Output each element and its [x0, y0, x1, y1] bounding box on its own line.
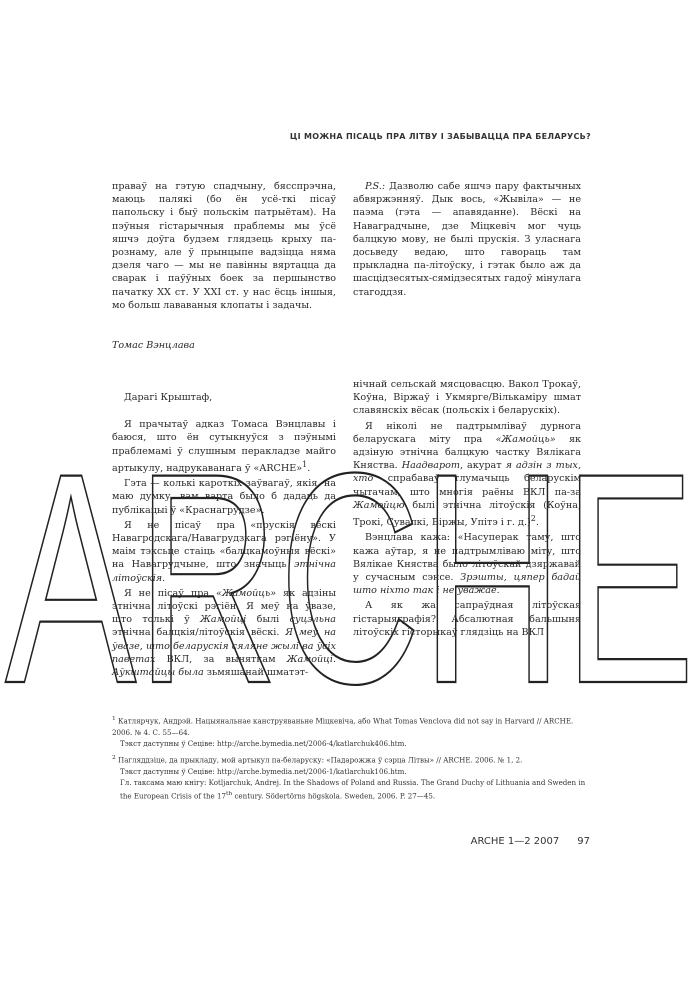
- paragraph: Гэта — колькі кароткіх заўвагаў, якія, на маю думку, вам варта было б дадаць да публікацыі ў «Краснагрудзе».: [112, 478, 336, 516]
- journal-issue: ARCHE 1—2 2007: [470, 836, 560, 847]
- text: этнічна балцкія/літоўскія вёскі.: [112, 627, 286, 639]
- text: спрабаваў тлумачыць беларускім чытачам, што многія раёны ВКЛ па-за: [353, 473, 581, 498]
- text: .: [162, 572, 166, 584]
- text: Вэнцлава кажа: «Насуперак таму, што кажа аўтар, я не падтрымліваю міту, што Вялікае Княства было літоўскай дзяржавай у сучасным сэнсе.: [353, 532, 581, 584]
- ps-label: P.S.:: [365, 181, 386, 192]
- text: century. Södertörns högskola. Sweden, 2006. P. 27—45.: [232, 791, 436, 801]
- footnote-ref: 1: [302, 459, 308, 469]
- paragraph: [353, 531, 581, 597]
- text: Я не пісаў пра «прускія вёскі Навагродскага/Навагрудзкага рэгіёну». У маім тэксьце стаіць «балцкамоўныя вёскі» на Навагрудчыне, што значыць: [112, 519, 336, 571]
- right-column-top: [353, 180, 581, 299]
- footnote-book-line: [112, 777, 590, 801]
- paragraph: праваў на гэтую спадчыну, бясспрэчна, маюць палякі (бо ён усё-ткі пісаў папольску і быў польскім патрыётам). На пэўныя гістарычныя праблемы мы ўсё яшчэ доўга будзем глядзець крыху па-рознаму, але ў прынцыпе вадзіцца няма дзеля чаго — мы не павінны вяртацца да сварак і паўўных боек за першынство пачатку XX ст. У XXI ст. у нас ёсць іншыя, мо больш лававаныя клопаты і задачы.: [112, 181, 336, 311]
- footnote-text: Пагляддзіце, да прыкладу, мой артыкул па-беларуску: «Падарожжа ў сэрца Літвы» // ARCHE. 2006. № 1, 2.: [115, 755, 523, 765]
- emphasis: Аўкштайцы была: [112, 667, 204, 679]
- emphasis: Жамойці: [286, 653, 333, 665]
- text: ВКЛ, за выняткам: [155, 653, 287, 665]
- text: Я ніколі не падтрымліваў дурнога беларускага міту пра: [353, 420, 581, 445]
- text: , акурат: [459, 460, 506, 472]
- text: .: [307, 463, 311, 474]
- ps-text: Дазволю сабе яшчэ пару фактычных абвяржэнняў. Дык вось, «Жывіла» — не паэма (гэта — апавяданне). Вёскі на Наваградчыне, дзе Міцкевіч мог чуць балцкую мову, не былі прускія. З уласнага досьведу ведаю, што гавораць там прыкладна па-літоўску, і гэтак было аж да шасцідзесятых-сямідзесятых гадоў мінулага стагоддзя.: [353, 181, 581, 298]
- footnote-1: [112, 714, 590, 750]
- left-column-top: [112, 180, 336, 312]
- text: зьмяшанай шматэт-: [203, 667, 309, 679]
- superscript: th: [226, 790, 233, 797]
- emphasis: Жамойці: [200, 614, 247, 626]
- emphasis: «Жамойць»: [495, 433, 556, 445]
- text: былі: [246, 614, 290, 626]
- letter-greeting: Дарагі Крыштаф,: [124, 392, 213, 403]
- signature: Томас Вэнцлава: [112, 340, 195, 351]
- footnote-2: [112, 753, 590, 802]
- paragraph: нічнай сельскай мясцовасцю. Вакол Трокаў, Коўна, Віржаў і Укмярге/Вількаміру шмат славянскіх вёсак (польскіх і беларускіх).: [353, 379, 581, 417]
- text: .: [535, 517, 539, 529]
- footnote-url-line: Тэкст даступны ў Сеціве: http://arche.bymedia.net/2006-4/katlarchuk406.htm.: [120, 739, 407, 749]
- text: як адзіную этнічна балцкую частку Вялікага Княства.: [353, 433, 581, 472]
- left-column-bottom: [112, 391, 336, 679]
- text: як адзіны этнічна літоўскі рэгіён. Я меў на ўвазе, што толькі ў: [112, 587, 336, 626]
- emphasis: Зрэшты, цяпер бадай што ніхто так і не ўважае.: [353, 572, 581, 597]
- text: .: [332, 653, 336, 665]
- text: Гл. таксама маю кнігу: Kotljarchuk, Andrej. In the Shadows of Poland and Russia. The Grand Duchy of Lithuania and Sweden in the European Crisis of the 17: [120, 778, 586, 801]
- footnote-ref: 2: [530, 514, 536, 524]
- text: Я не пісаў пра: [124, 587, 217, 599]
- paragraph: [112, 418, 336, 475]
- footnote-url-line: Тэкст даступны ў Сеціве: http://arche.bymedia.net/2006-1/katlarchuk106.htm.: [120, 766, 407, 776]
- page-footer: [400, 836, 590, 847]
- emphasis: Я меў на ўвазе, што беларускія сяляне жылі ва ўсіх паветах: [112, 627, 336, 665]
- paragraph: [112, 519, 336, 585]
- footnote-text: Катлярчук, Андрэй. Нацыянальнае канструяваньне Міцкевіча, або What Tomas Venclova did not say in Harvard // ARCHE. 2006. № 4. С. 55—64.: [112, 716, 574, 737]
- footnote-number: 1: [112, 716, 116, 722]
- arche-watermark-text: ARCHE: [5, 410, 695, 746]
- text: Я прачытаў адказ Томаса Вэнцлавы і баюся, што ён сутыкнуўся з пэўнымі праблемамі ў слушным перакладзе майго артыкулу, надрукаванага ў «ARCHE»: [112, 419, 336, 474]
- paragraph: [353, 420, 581, 530]
- footnote-number: 2: [112, 754, 116, 761]
- emphasis: Наадварот: [401, 460, 460, 472]
- postscript-paragraph: [353, 180, 581, 299]
- emphasis: суцэльна: [289, 614, 336, 626]
- text: былі этнічна літоўскія (Коўна, Трокі, Сувалкі, Біржы, Упітэ і г. д.): [353, 499, 581, 529]
- emphasis: Жамойцю: [353, 499, 405, 511]
- paragraph: [112, 587, 336, 679]
- emphasis: «Жамойць»: [216, 587, 277, 599]
- page-number: 97: [577, 836, 590, 847]
- running-head: ЦІ МОЖНА ПІСАЦЬ ПРА ЛІТВУ І ЗАБЫВАЦЦА ПРА БЕЛАРУСЬ?: [289, 132, 591, 141]
- footnotes: [112, 714, 590, 802]
- emphasis: этнічна літоўскія: [112, 559, 336, 584]
- emphasis: я адзін з тых, хто: [353, 460, 581, 485]
- right-column-bottom: [353, 378, 581, 639]
- paragraph: А як жа сапраўдная літоўская гістарыяграфія? Абсалютная бальшыня літоўскіх гісторыкаў глядзіць на ВКЛ: [353, 600, 581, 638]
